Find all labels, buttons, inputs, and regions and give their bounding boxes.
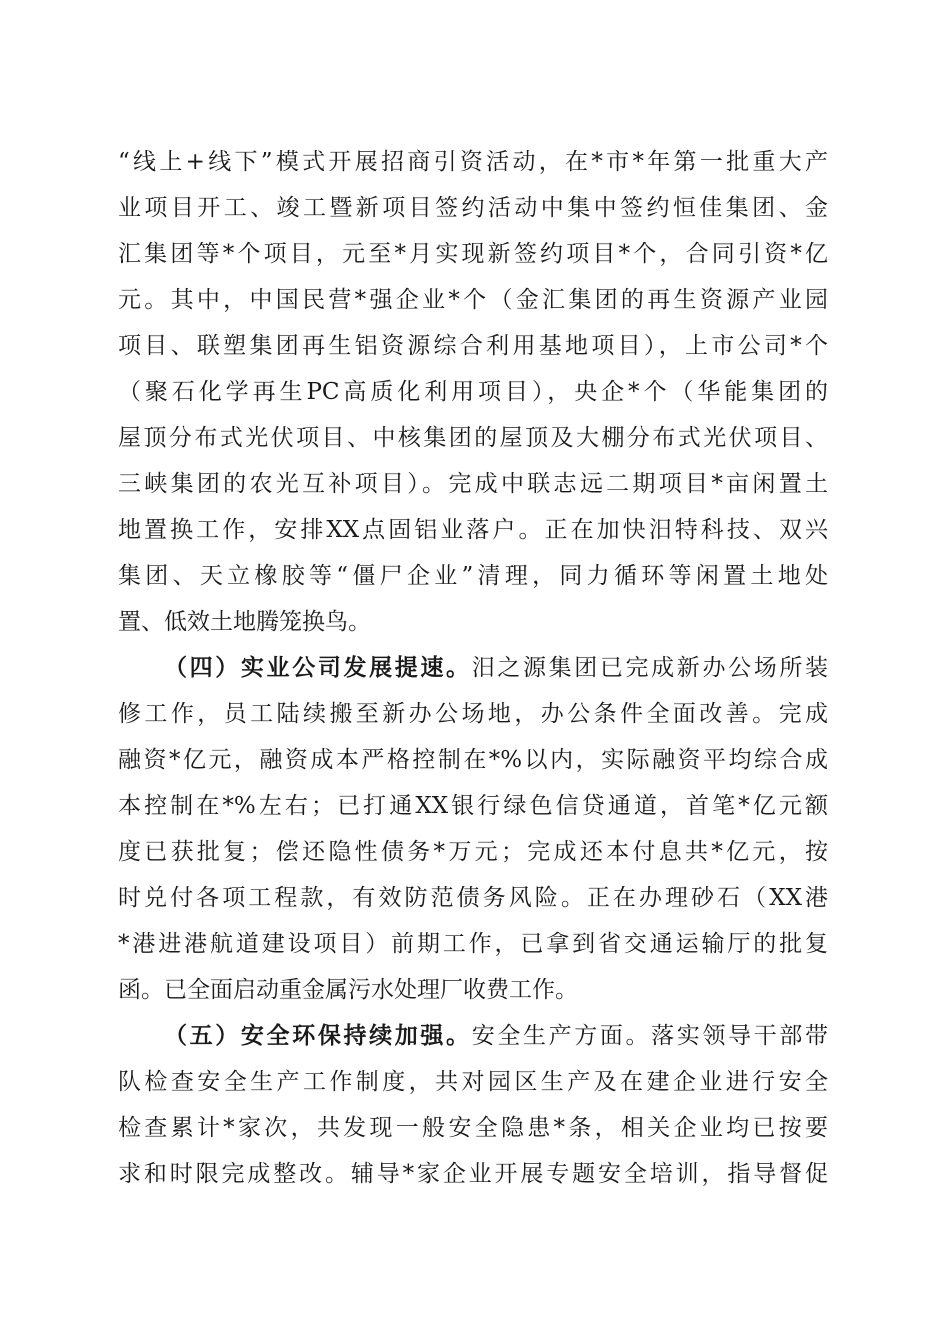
paragraph-first-line <box>118 1013 828 1059</box>
text-line: 修工作，员工陆续搬至新办公场地，办公条件全面改善。完成 <box>118 701 828 727</box>
text-line: 融资*亿元，融资成本严格控制在*%以内，实际融资平均综合成 <box>118 747 828 773</box>
text-line: 置、低效土地腾笼换鸟。 <box>118 609 371 635</box>
paragraph-investment <box>118 139 828 645</box>
text-line: 汇集团等*个项目，元至*月实现新签约项目*个，合同引资*亿 <box>118 241 828 267</box>
text-line: 时兑付各项工程款，有效防范债务风险。正在办理砂石（XX港 <box>118 885 828 911</box>
text-line: 三峡集团的农光互补项目）。完成中联志远二期项目*亩闲置土 <box>118 471 828 497</box>
text-line: 度已获批复；偿还隐性债务*万元；完成还本付息共*亿元，按 <box>118 839 828 865</box>
text-fragment: 汨之源集团已完成新办公场所装 <box>471 655 829 681</box>
text-line: 元。其中，中国民营*强企业*个（金汇集团的再生资源产业园 <box>118 287 828 313</box>
text-line: 业项目开工、竣工暨新项目签约活动中集中签约恒佳集团、金 <box>118 195 828 221</box>
section-heading: （四）实业公司发展提速。 <box>164 654 472 681</box>
text-line: 地置换工作，安排XX点固铝业落户。正在加快汨特科技、双兴 <box>118 517 828 543</box>
paragraph-safety-environment <box>118 1013 828 1197</box>
text-line: 集团、天立橡胶等“僵尸企业”清理，同力循环等闲置土地处 <box>118 563 828 589</box>
text-line: “线上+线下”模式开展招商引资活动，在*市*年第一批重大产 <box>118 149 828 175</box>
paragraph-first-line <box>118 645 828 691</box>
text-line: *港进港航道建设项目）前期工作，已拿到省交通运输厅的批复 <box>118 931 828 957</box>
text-line: 求和时限完成整改。辅导*家企业开展专题安全培训，指导督促 <box>118 1161 828 1187</box>
text-fragment: 安全生产方面。落实领导干部带 <box>471 1023 829 1049</box>
text-line: 队检查安全生产工作制度，共对园区生产及在建企业进行安全 <box>118 1069 828 1095</box>
text-line: 函。已全面启动重金属污水处理厂收费工作。 <box>118 977 578 1003</box>
text-line: 检查累计*家次，共发现一般安全隐患*条，相关企业均已按要 <box>118 1115 828 1141</box>
paragraph-industrial-company <box>118 645 828 1013</box>
document-body <box>118 139 828 1197</box>
section-heading: （五）安全环保持续加强。 <box>164 1022 472 1049</box>
text-line: 项目、联塑集团再生铝资源综合利用基地项目），上市公司*个 <box>118 333 828 359</box>
text-line: 本控制在*%左右；已打通XX银行绿色信贷通道，首笔*亿元额 <box>118 793 828 819</box>
text-line: 屋顶分布式光伏项目、中核集团的屋顶及大棚分布式光伏项目、 <box>118 425 828 451</box>
text-line: （聚石化学再生PC高质化利用项目），央企*个（华能集团的 <box>118 379 828 405</box>
